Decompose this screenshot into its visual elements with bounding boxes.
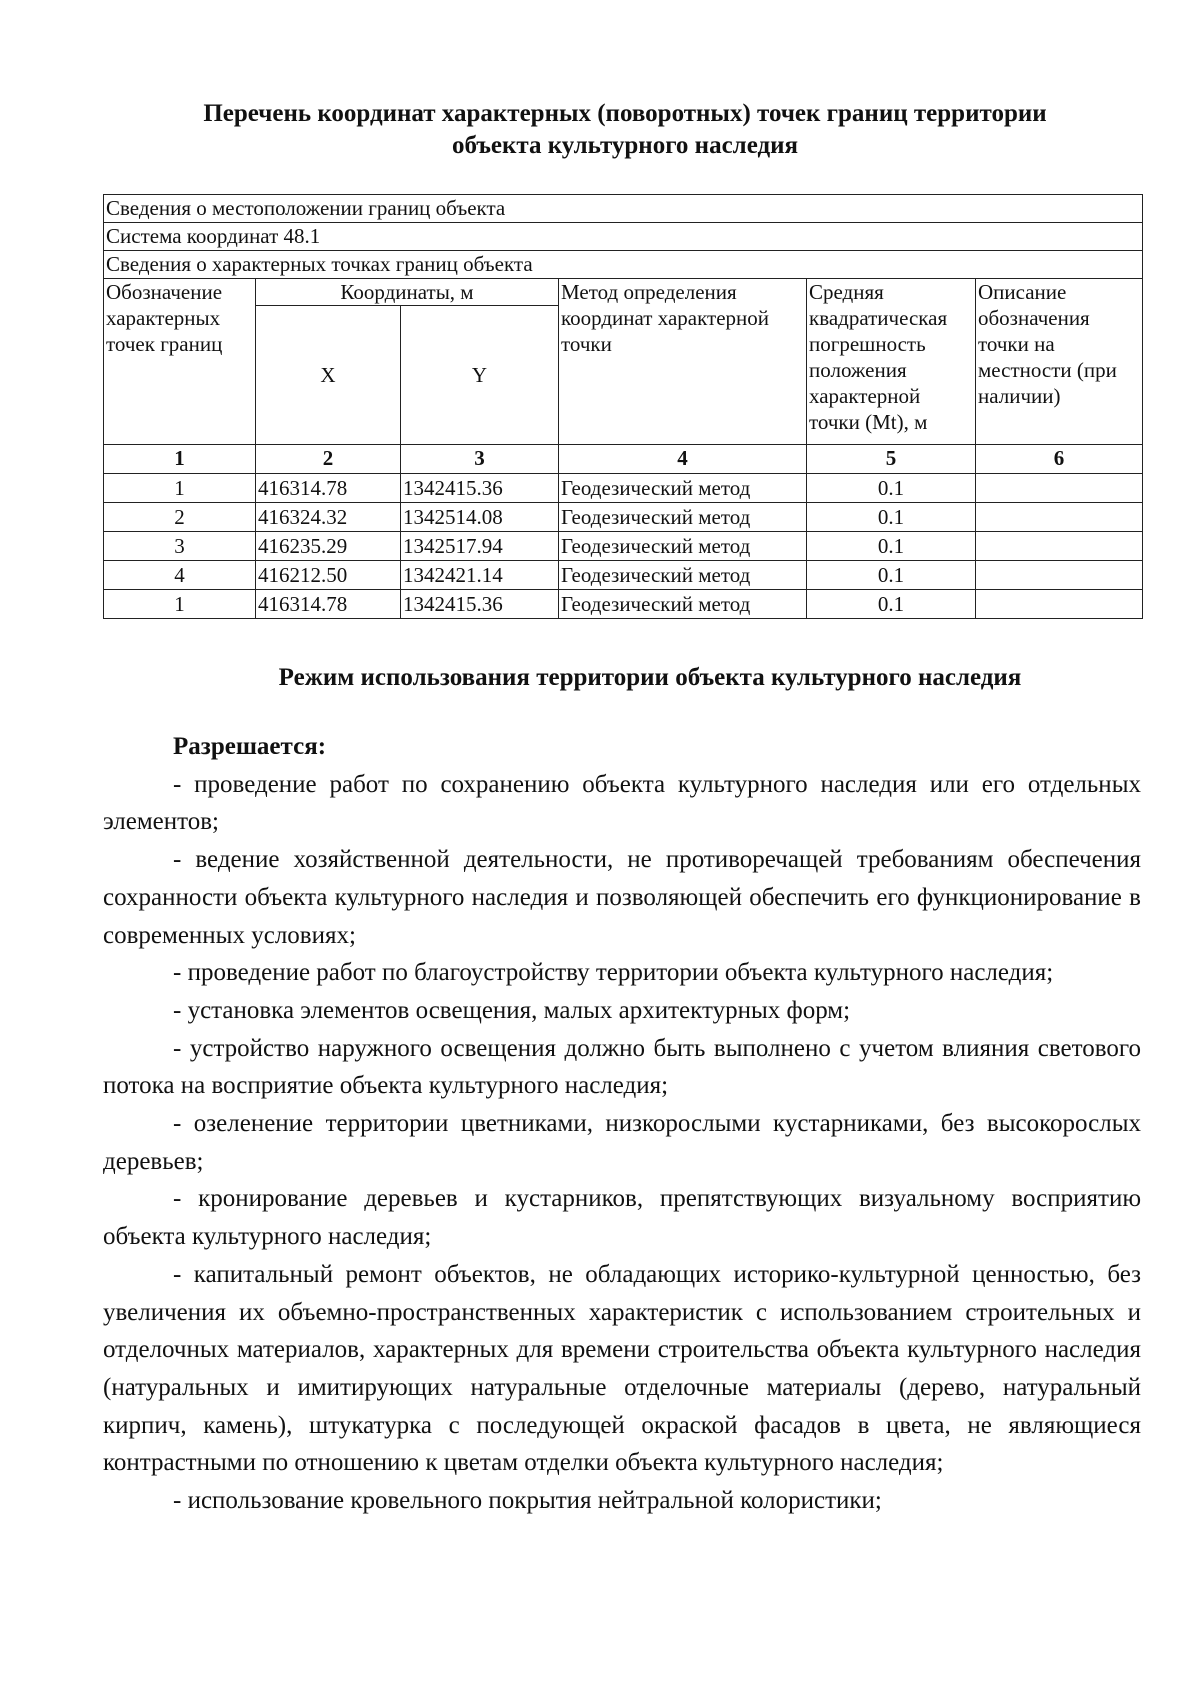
- info-row: [104, 195, 1143, 223]
- cell-x: 416212.50: [256, 561, 401, 590]
- header-x: X: [256, 306, 401, 445]
- cell-point: 2: [104, 503, 256, 532]
- list-item: - проведение работ по сохранению объекта культурного наследия или его отдельных элементов;: [103, 770, 1141, 836]
- column-number: 6: [976, 445, 1143, 474]
- allowed-heading: Разрешается:: [173, 733, 327, 760]
- list-item: - использование кровельного покрытия нейтральной колористики;: [173, 1487, 882, 1515]
- header-coords: Координаты, м: [256, 279, 559, 306]
- cell-point: 4: [104, 561, 256, 590]
- cell-method: Геодезический метод: [559, 561, 807, 590]
- header-method: Метод определения координат характерной точки: [559, 279, 807, 445]
- list-item: - ведение хозяйственной деятельности, не противоречащей требованиям обеспечения сохранности объекта культурного наследия и позволяющей обеспечить его функционирование в современных условиях;: [103, 846, 1141, 949]
- list-item: - кронирование деревьев и кустарников, препятствующих визуальному восприятию объекта культурного наследия;: [103, 1185, 1141, 1251]
- header-point: Обозначение характерных точек границ: [104, 279, 256, 445]
- cell-method: Геодезический метод: [559, 532, 807, 561]
- cell-description: [976, 474, 1143, 503]
- cell-y: 1342415.36: [401, 590, 559, 619]
- info-row: [104, 223, 1143, 251]
- cell-x: 416324.32: [256, 503, 401, 532]
- cell-error: 0.1: [807, 474, 976, 503]
- cell-x: 416235.29: [256, 532, 401, 561]
- info-cell: Сведения о характерных точках границ объекта: [104, 251, 1143, 279]
- header-y: Y: [401, 306, 559, 445]
- column-number: 3: [401, 445, 559, 474]
- column-numbers-row: [104, 445, 1143, 474]
- list-item: - озеленение территории цветниками, низкорослыми кустарниками, без высокорослых деревьев;: [103, 1110, 1141, 1175]
- regime-body: [103, 728, 1141, 1520]
- info-cell: Система координат 48.1: [104, 223, 1143, 251]
- table-row: [104, 532, 1143, 561]
- header-error: Средняя квадратическая погрешность положения характерной точки (Mt), м: [807, 279, 976, 445]
- column-number: 2: [256, 445, 401, 474]
- cell-error: 0.1: [807, 561, 976, 590]
- header-row: [104, 279, 1143, 306]
- cell-description: [976, 503, 1143, 532]
- cell-y: 1342514.08: [401, 503, 559, 532]
- table-row: [104, 590, 1143, 619]
- cell-description: [976, 590, 1143, 619]
- list-item: - установка элементов освещения, малых архитектурных форм;: [173, 996, 851, 1024]
- list-item: - проведение работ по благоустройству территории объекта культурного наследия;: [173, 959, 1054, 987]
- coordinates-table: [103, 194, 1143, 619]
- cell-error: 0.1: [807, 503, 976, 532]
- cell-point: 1: [104, 474, 256, 503]
- document-title: [100, 98, 1150, 162]
- cell-method: Геодезический метод: [559, 503, 807, 532]
- cell-y: 1342415.36: [401, 474, 559, 503]
- header-description: Описание обозначения точки на местности (при наличии): [976, 279, 1143, 445]
- cell-method: Геодезический метод: [559, 474, 807, 503]
- cell-y: 1342517.94: [401, 532, 559, 561]
- cell-description: [976, 561, 1143, 590]
- cell-description: [976, 532, 1143, 561]
- regime-title: Режим использования территории объекта культурного наследия: [278, 664, 1022, 691]
- cell-method: Геодезический метод: [559, 590, 807, 619]
- column-number: 4: [559, 445, 807, 474]
- table-row: [104, 561, 1143, 590]
- list-item: - устройство наружного освещения должно быть выполнено с учетом влияния светового потока на восприятие объекта культурного наследия;: [103, 1034, 1141, 1100]
- cell-error: 0.1: [807, 532, 976, 561]
- list-item: - капитальный ремонт объектов, не обладающих историко-культурной ценностью, без увеличения их объемно-пространственных характеристик с использованием строительных и отделочных материалов, характерных для времени строительства объекта культурного наследия (натуральных и имитирующих натуральные отделочные материалы (дерево, натуральный кирпич, камень), штукатурка с последующей окраской фасадов в цвета, не являющиеся контрастными по отношению к цветам отделки объекта культурного наследия;: [103, 1260, 1141, 1477]
- column-number: 1: [104, 445, 256, 474]
- title-line-1: Перечень координат характерных (поворотных) точек границ территории: [203, 100, 1047, 127]
- cell-x: 416314.78: [256, 590, 401, 619]
- info-cell: Сведения о местоположении границ объекта: [104, 195, 1143, 223]
- table-row: [104, 474, 1143, 503]
- cell-point: 3: [104, 532, 256, 561]
- table-row: [104, 503, 1143, 532]
- cell-error: 0.1: [807, 590, 976, 619]
- column-number: 5: [807, 445, 976, 474]
- cell-point: 1: [104, 590, 256, 619]
- cell-x: 416314.78: [256, 474, 401, 503]
- cell-y: 1342421.14: [401, 561, 559, 590]
- title-line-2: объекта культурного наследия: [451, 132, 799, 159]
- info-row: [104, 251, 1143, 279]
